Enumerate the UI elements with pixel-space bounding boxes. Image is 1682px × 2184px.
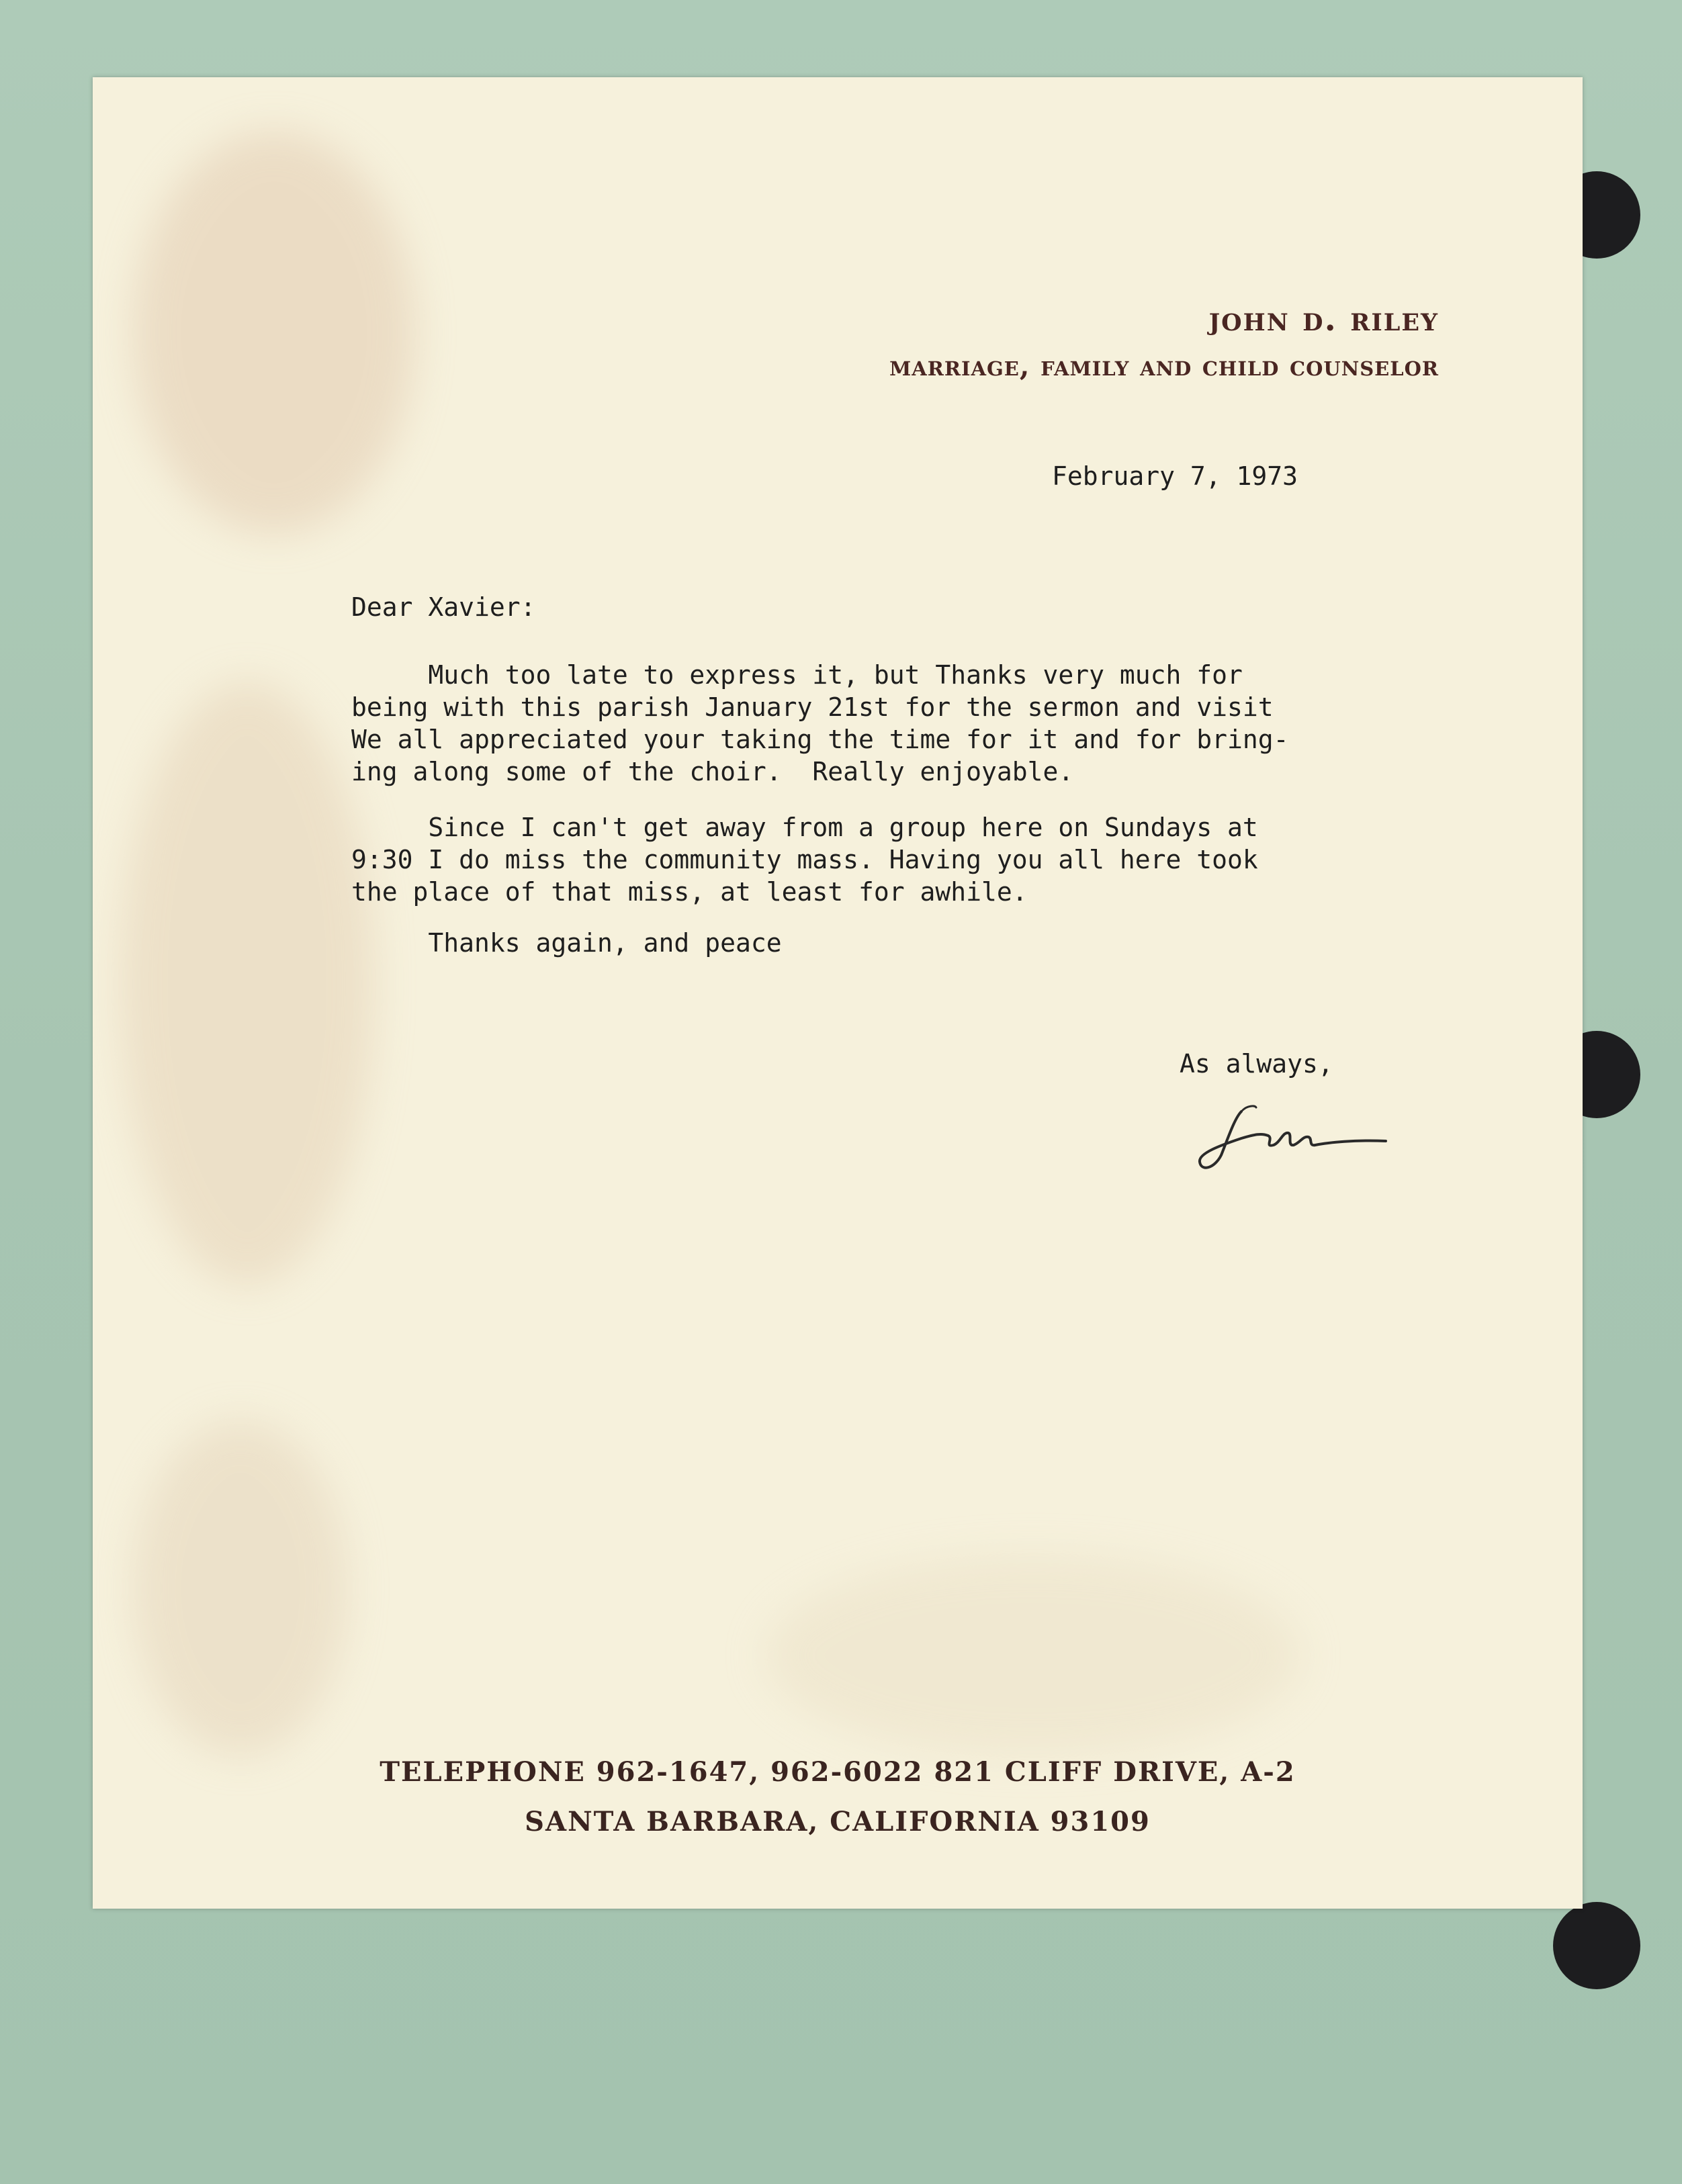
paper-stain	[764, 1555, 1302, 1756]
letter-closing: As always,	[1180, 1049, 1333, 1079]
letter-paragraph-1	[351, 659, 1493, 788]
paragraph-line: 9:30 I do miss the community mass. Having you all here took	[351, 845, 1258, 874]
footer-contact: TELEPHONE 962-1647, 962-6022 821 CLIFF DRIVE, A-2	[380, 1756, 1296, 1788]
paper-stain	[120, 682, 375, 1286]
paragraph-line: ing along some of the choir. Really enjoyable.	[351, 757, 1074, 786]
paragraph-line: We all appreciated your taking the time for it and for bring-	[351, 725, 1289, 754]
letter-paragraph-3	[351, 927, 1493, 959]
letter-date: February 7, 1973	[1052, 461, 1298, 491]
binder-hole-bottom	[1553, 1902, 1640, 1989]
paragraph-line: the place of that miss, at least for awhile.	[351, 877, 1028, 907]
paper-stain	[133, 1420, 348, 1756]
letterhead-title: marriage, family and child counselor	[889, 349, 1439, 382]
letter-salutation: Dear Xavier:	[351, 592, 536, 622]
paper-stain	[133, 131, 415, 534]
signature	[1194, 1091, 1396, 1192]
paragraph-line: Since I can't get away from a group here on Sundays at	[351, 813, 1258, 842]
paragraph-line: being with this parish January 21st for the sermon and visit	[351, 692, 1274, 722]
footer-address: SANTA BARBARA, CALIFORNIA 93109	[525, 1806, 1151, 1837]
paragraph-line: Much too late to express it, but Thanks very much for	[351, 660, 1243, 690]
letter-paragraph-2	[351, 811, 1493, 908]
letter-sheet	[93, 77, 1583, 1909]
letterhead-name: john d. riley	[1208, 299, 1439, 338]
paragraph-line: Thanks again, and peace	[351, 928, 782, 958]
